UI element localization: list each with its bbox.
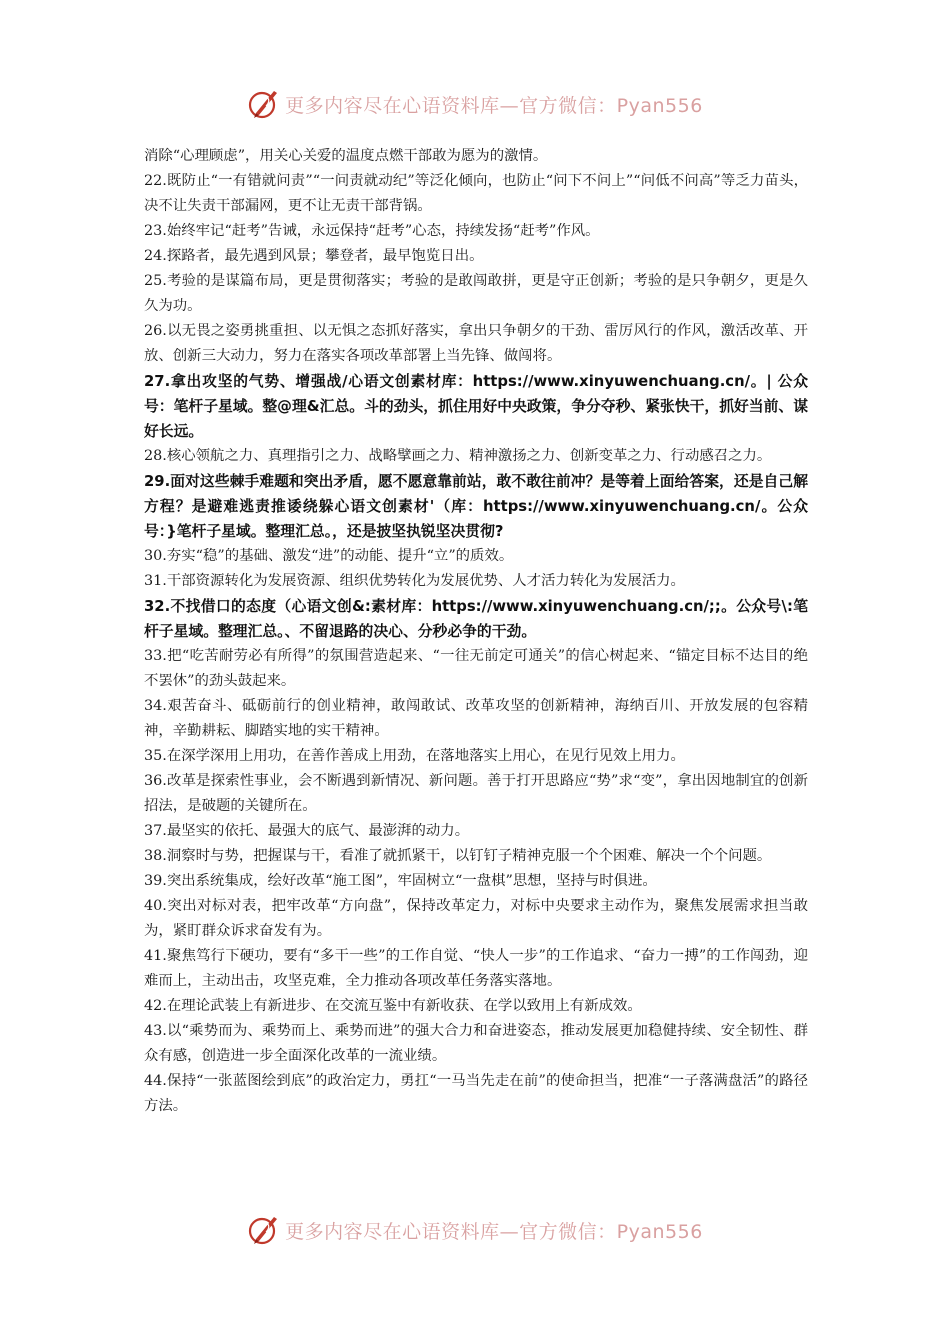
wechat-id: Pyan556 [616, 1220, 703, 1243]
document-body [144, 144, 808, 1119]
paragraph: 30.夯实“稳”的基础、激发“进”的动能、提升“立”的质效。 [144, 548, 514, 564]
paragraph: 36.改革是探索性事业，会不断遇到新情况、新问题。善于打开思路应“势”求“变”，拿出因地制宜的创新招法，是破题的关键所在。 [144, 773, 808, 814]
paragraph: 22.既防止“一有错就问责”“一问责就动纪”等泛化倾向，也防止“问下不问上”“问低不问高”等乏力苗头，决不让失责干部漏网，更不让无责干部背锅。 [144, 173, 808, 214]
footer-banner [0, 1210, 950, 1250]
paragraph: 29.面对这些棘手难题和突出矛盾，愿不愿意靠前站，敢不敢往前冲？是等着上面给答案，还是自己解方程？是避难逃责推诿绕躲心语文创素材'（库：https://www.xinyuwenchuang.cn/。公众号：}笔杆子星域。整理汇总。，还是披坚执锐坚决贯彻? [144, 473, 808, 540]
paragraph: 25.考验的是谋篇布局，更是贯彻落实；考验的是敢闯敢拼，更是守正创新；考验的是只争朝夕，更是久久为功。 [144, 273, 808, 314]
paragraph: 44.保持“一张蓝图绘到底”的政治定力，勇扛“一马当先走在前”的使命担当，把准“一子落满盘活”的路径方法。 [144, 1073, 808, 1114]
banner-text: 更多内容尽在心语资料库—官方微信：Pyan556 [285, 94, 703, 117]
paragraph: 24.探路者，最先遇到风景；攀登者，最早饱览日出。 [144, 248, 484, 264]
paragraph: 42.在理论武装上有新进步、在交流互鉴中有新收获、在学以致用上有新成效。 [144, 998, 642, 1014]
paragraph: 35.在深学深用上用功，在善作善成上用劲，在落地落实上用心，在见行见效上用力。 [144, 748, 685, 764]
paragraph: 40.突出对标对表，把牢改革“方向盘”，保持改革定力，对标中央要求主动作为，聚焦发展需求担当敢为，紧盯群众诉求奋发有为。 [144, 898, 808, 939]
paragraph: 23.始终牢记“赶考”告诫，永远保持“赶考”心态，持续发扬“赶考”作风。 [144, 223, 600, 239]
paragraph: 消除“心理顾虑”，用关心关爱的温度点燃干部敢为愿为的激情。 [144, 148, 548, 164]
wechat-id: Pyan556 [616, 94, 703, 117]
paragraph: 37.最坚实的依托、最强大的底气、最澎湃的动力。 [144, 823, 470, 839]
paragraph: 43.以“乘势而为、乘势而上、乘势而进”的强大合力和奋进姿态，推动发展更加稳健持续、安全韧性、群众有感，创造进一步全面深化改革的一流业绩。 [144, 1023, 808, 1064]
paragraph: 32.不找借口的态度（心语文创&:素材库：https://www.xinyuwenchuang.cn/;;。公众号\:笔杆子星域。整理汇总。、不留退路的决心、分秒必争的干劲。 [144, 598, 808, 640]
banner-text: 更多内容尽在心语资料库—官方微信：Pyan556 [285, 1220, 703, 1243]
paragraph: 41.聚焦笃行下硬功，要有“多干一些”的工作自觉、“快人一步”的工作追求、“奋力一搏”的工作闯劲，迎难而上，主动出击，攻坚克难，全力推动各项改革任务落实落地。 [144, 948, 808, 989]
paragraph: 39.突出系统集成，绘好改革“施工图”，牢固树立“一盘棋”思想，坚持与时俱进。 [144, 873, 657, 889]
paragraph: 34.艰苦奋斗、砥砺前行的创业精神，敢闯敢试、改革攻坚的创新精神，海纳百川、开放发展的包容精神，辛勤耕耘、脚踏实地的实干精神。 [144, 698, 808, 739]
quill-pen-logo-icon [247, 1213, 281, 1247]
header-banner [0, 84, 950, 124]
paragraph: 31.干部资源转化为发展资源、组织优势转化为发展优势、人才活力转化为发展活力。 [144, 573, 685, 589]
paragraph: 28.核心领航之力、真理指引之力、战略擘画之力、精神激扬之力、创新变革之力、行动感召之力。 [144, 448, 772, 464]
paragraph: 33.把“吃苦耐劳必有所得”的氛围营造起来、“一往无前定可通关”的信心树起来、“锚定目标不达目的绝不罢休”的劲头鼓起来。 [144, 648, 808, 689]
paragraph: 27.拿出攻坚的气势、增强战/心语文创素材库：https://www.xinyuwenchuang.cn/。| 公众号：笔杆子星域。整@理&汇总。斗的劲头，抓住用好中央政策，争分夺秒、紧张快干，抓好当前、谋好长远。 [144, 373, 808, 440]
paragraph: 38.洞察时与势，把握谋与干，看准了就抓紧干，以钉钉子精神克服一个个困难、解决一个个问题。 [144, 848, 772, 864]
paragraph: 26.以无畏之姿勇挑重担、以无惧之态抓好落实，拿出只争朝夕的干劲、雷厉风行的作风，激活改革、开放、创新三大动力，努力在落实各项改革部署上当先锋、做闯将。 [144, 323, 808, 364]
quill-pen-logo-icon [247, 87, 281, 121]
